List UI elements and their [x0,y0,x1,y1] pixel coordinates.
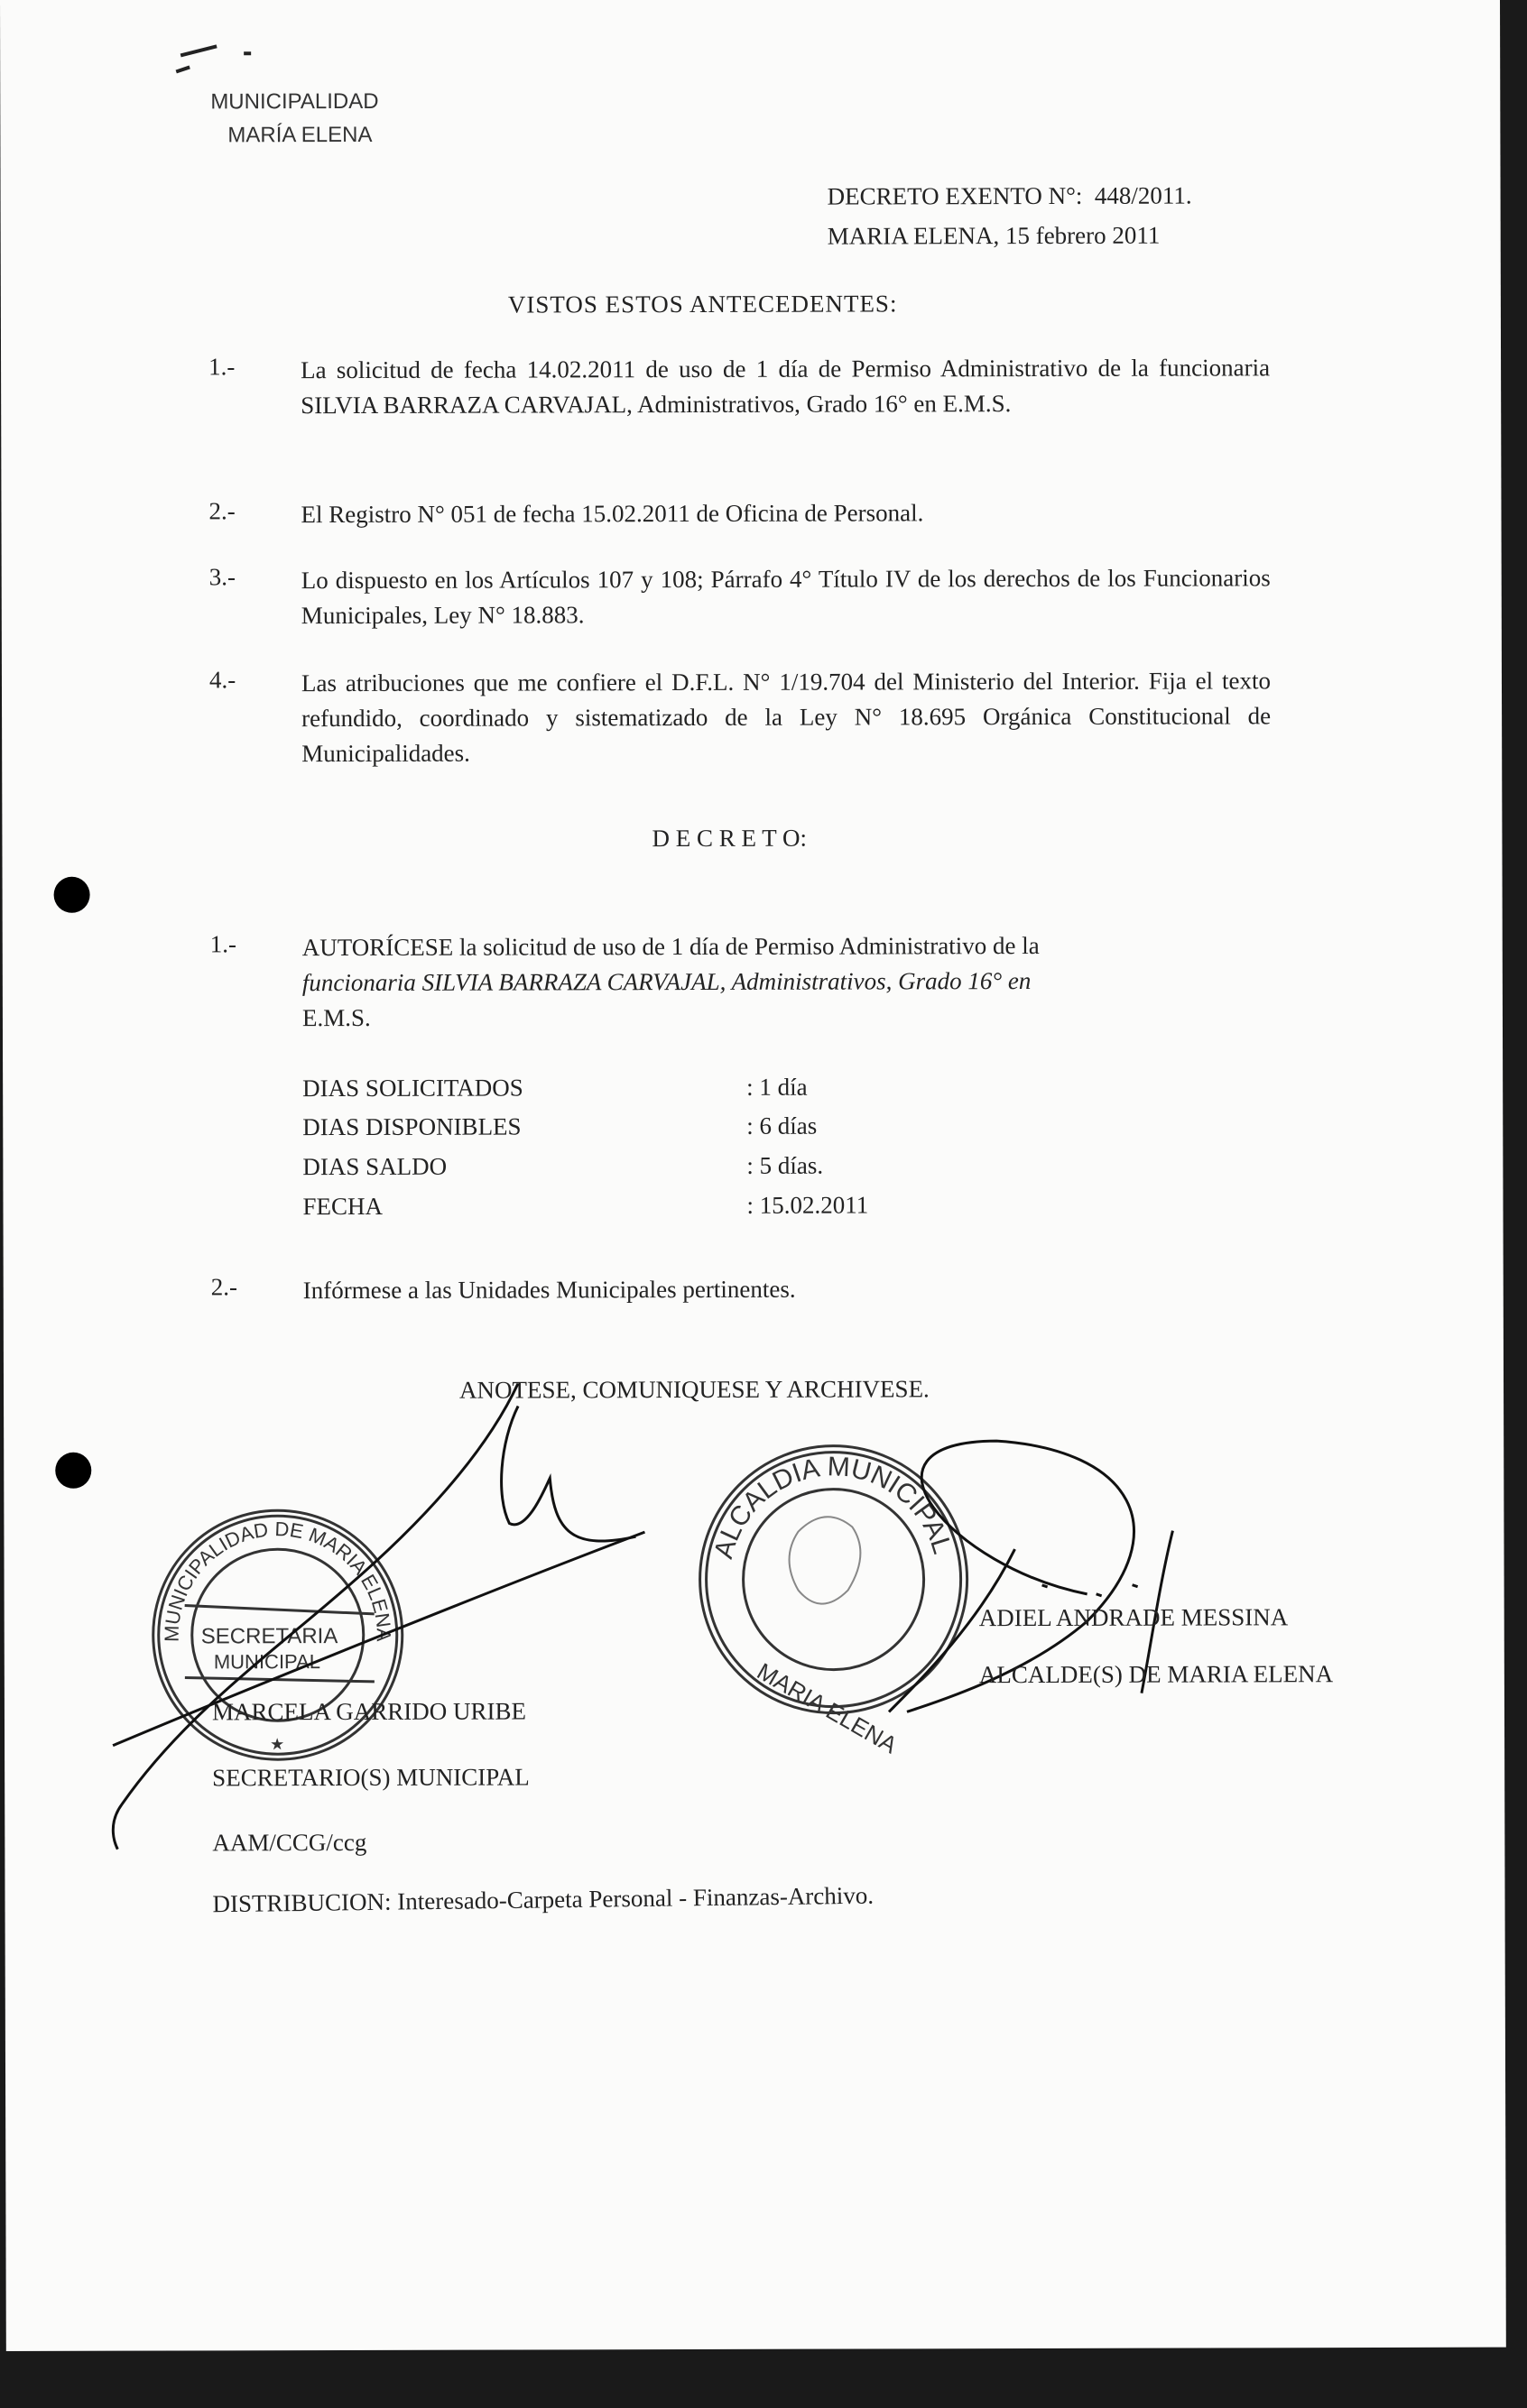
table-label-1: DIAS SOLICITADOS [302,1074,523,1103]
org-city: MARÍA ELENA [227,122,373,148]
place-date: MARIA ELENA, 15 febrero 2011 [827,221,1161,250]
vistos-item-1: La solicitud de fecha 14.02.2011 de uso de 1 día de Permiso Administrativo de la funcionaria SILVIA BARRAZA CARVAJAL, Administrativos, Grado 16° en E.M.S. [301,354,1271,420]
pen-mark [176,46,251,71]
table-value-4: : 15.02.2011 [746,1191,869,1219]
vistos-item-2: El Registro N° 051 de fecha 15.02.2011 de Oficina de Personal. [301,499,924,529]
initials: AAM/CCG/ccg [212,1828,367,1857]
decreto-text: la solicitud de uso de 1 día de Permiso Administrativo de la [453,931,1040,961]
closing-formula: ANOTESE, COMUNIQUESE Y ARCHIVESE. [458,1375,930,1404]
table-value-2: : 6 días [746,1112,818,1139]
table-value-3: : 5 días. [746,1151,824,1179]
decreto-title: D E C R E T O: [652,824,808,853]
vistos-num-2: 2.- [208,497,236,525]
table-value-1: : 1 día [746,1073,808,1101]
secretary-stamp-center2: MUNICIPAL [213,1650,321,1674]
secretary-title: SECRETARIO(S) MUNICIPAL [212,1763,530,1792]
vistos-item-3: Lo dispuesto en los Artículos 107 y 108; Párrafo 4° Título IV de los derechos de los Funcionarios Municipales, Ley N° 18.883. [301,564,1271,630]
vistos-title: VISTOS ESTOS ANTECEDENTES: [507,290,898,318]
vistos-num-4: 4.- [208,666,236,694]
mayor-name: ADIEL ANDRADE MESSINA [978,1603,1289,1632]
decreto-num-1: 1.- [209,930,237,958]
star-icon: ★ [270,1735,285,1754]
vistos-num-1: 1.- [208,353,236,381]
secretary-stamp-center1: SECRETARIA [200,1624,338,1649]
table-label-4: FECHA [302,1192,384,1221]
table-label-2: DIAS DISPONIBLES [302,1112,522,1141]
decreto-text-italic: funcionaria SILVIA BARRAZA CARVAJAL, Administrativos, Grado 16° en [301,967,1032,997]
decreto-text-end: E.M.S. [301,1003,371,1032]
decreto-item-2: Infórmese a las Unidades Municipales pertinentes. [302,1275,796,1305]
vistos-item-4: Las atribuciones que me confiere el D.F.L. N° 1/19.704 del Ministerio del Interior. Fija el texto refundido, coordinado y sistematizado de la Ley N° 18.695 Orgánica Constitucional de Municipalidades. [301,667,1272,768]
secretary-stamp-ring: MUNICIPALIDAD DE MARIA ELENA [160,1517,395,1643]
mayor-title: ALCALDE(S) DE MARIA ELENA [978,1660,1334,1689]
secretary-name: MARCELA GARRIDO URIBE [211,1697,527,1726]
decreto-num-2: 2.- [210,1273,238,1301]
table-label-3: DIAS SALDO [302,1152,448,1181]
decree-number-label: DECRETO EXENTO N°: [827,181,1083,210]
decreto-keyword: AUTORÍCESE [301,933,454,962]
distribution: DISTRIBUCION: Interesado-Carpeta Personal - Finanzas-Archivo. [212,1881,875,1918]
decree-number-value: 448/2011. [1094,181,1192,209]
org-name: MUNICIPALIDAD [210,88,379,115]
mayor-stamp-ring: ALCALDIA MUNICIPAL [708,1452,958,1563]
vistos-num-3: 3.- [208,563,236,591]
mayor-stamp-bottom: MARIA ELENA [752,1656,902,1759]
